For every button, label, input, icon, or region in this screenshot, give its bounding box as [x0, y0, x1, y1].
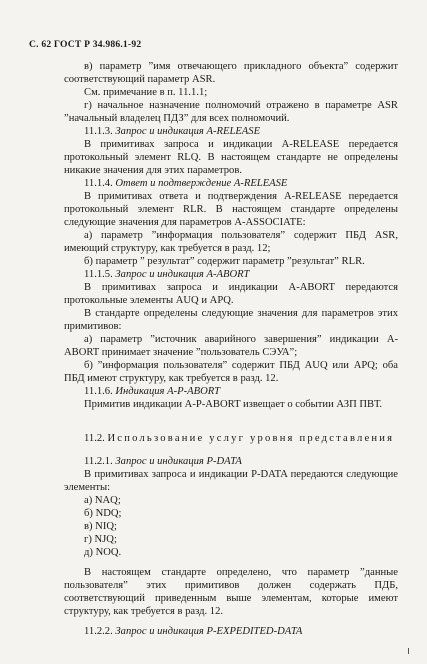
paragraph: В стандарте определены следующие значения для параметров этих примитивов:: [64, 308, 398, 332]
paragraph: а) параметр ”информация пользователя” содержит ПБД ASR, имеющий структуру, как требуется в разд. 12;: [64, 230, 398, 254]
section-heading-11-1-4: [64, 177, 398, 190]
section-title: Запрос и индикация P-DATA: [115, 456, 242, 467]
paragraph: а) параметр ”источник аварийного завершения” индикации A-ABORT принимает значение ”пользователь СЭУА”;: [64, 334, 398, 358]
section-number: 11.1.6.: [84, 386, 113, 397]
section-heading-11-2-1: [64, 455, 398, 468]
section-heading-11-1-6: [64, 385, 398, 398]
paragraph: См. примечание в п. 11.1.1;: [84, 87, 208, 98]
section-number: 11.1.3.: [84, 126, 113, 137]
page-header: С. 62 ГОСТ Р 34.986.1-92: [29, 39, 142, 50]
section-title: Запрос и индикация P-EXPEDITED-DATA: [115, 626, 303, 637]
list-item: а) NAQ;: [84, 495, 121, 506]
paragraph: Примитив индикации A-P-ABORT извещает о событии АЗП ПВТ.: [84, 399, 383, 410]
section-title: Запрос и индикация A-ABORT: [115, 269, 250, 280]
section-number: 11.2.2.: [84, 626, 113, 637]
section-heading-11-2-2: [64, 625, 398, 638]
paragraph: В примитивах запроса и индикации A-ABORT передаются протокольные элементы AUQ и APQ.: [64, 282, 398, 306]
section-title: Запрос и индикация A-RELEASE: [115, 126, 261, 137]
paragraph: б) параметр ” результат” содержит параметр ”результат” RLR.: [84, 256, 365, 267]
section-title: Использование услуг уровня представления: [107, 433, 395, 444]
paragraph: В настоящем стандарте определено, что параметр ”данные пользователя” этих примитивов должен содержать ПДБ, соответствующий приведенным выше элементам, которые имеют структуру, как требуется в разд. 12.: [64, 567, 398, 617]
section-number: 11.1.4.: [84, 178, 113, 189]
list-item: г) NJQ;: [84, 534, 117, 545]
section-heading-11-1-5: [64, 268, 398, 281]
page-body: [64, 60, 398, 638]
section-title: Ответ и подтверждение A-RELEASE: [115, 178, 288, 189]
list-item: в) NIQ;: [84, 521, 117, 532]
list-item: б) NDQ;: [84, 508, 122, 519]
list-item: д) NOQ.: [84, 547, 122, 558]
section-heading-11-1-3: [64, 125, 398, 138]
section-heading-11-2: [64, 432, 398, 445]
paragraph: В примитивах запроса и индикации P-DATA передаются следующие элементы:: [64, 469, 398, 493]
paragraph: В примитивах ответа и подтверждения A-RELEASE передается протокольный элемент RLR. В настоящем стандарте определены следующие значения для параметров A-ASSOCIATE:: [64, 191, 398, 228]
section-number: 11.2.: [84, 433, 105, 444]
section-number: 11.2.1.: [84, 456, 113, 467]
paragraph: в) параметр ”имя отвечающего прикладного объекта” содержит соответствующий параметр ASR.: [64, 61, 398, 85]
section-number: 11.1.5.: [84, 269, 113, 280]
page-edge-mark: [408, 648, 414, 654]
paragraph: В примитивах запроса и индикации A-RELEASE передается протокольный элемент RLQ. В настоящем стандарте не определены никакие значения для этих параметров.: [64, 139, 398, 176]
paragraph: г) начальное назначение полномочий отражено в параметре ASR ”начальный владелец ПДЗ” для всех полномочий.: [64, 100, 398, 124]
paragraph: б) ”информация пользователя” содержит ПБД AUQ или APQ; оба ПБД имеют структуру, как требуется в разд. 12.: [64, 360, 398, 384]
section-title: Индикация A-P-ABORT: [115, 386, 221, 397]
